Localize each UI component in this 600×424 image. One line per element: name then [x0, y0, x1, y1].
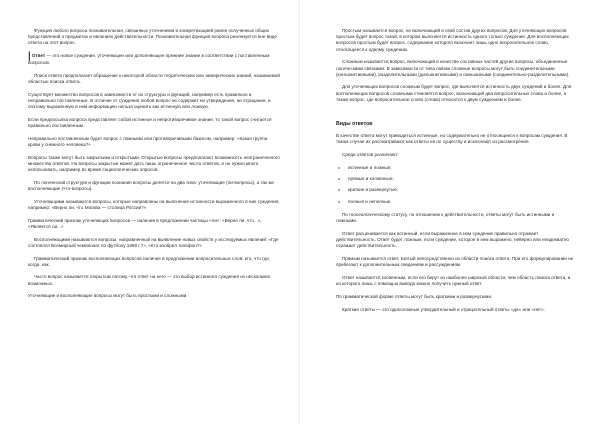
paragraph: По грамматической форме ответы могут быть краткими и развернутыми. — [336, 293, 493, 299]
paragraph: Прямым называется ответ, взятый непосредственно из области поиска ответа. При его формулировании не прибегают к дополнительным сведениям и рассуждениям. — [336, 256, 574, 268]
paragraph: Если предпосылка вопроса представляет собой истинное и непротиворечивое знание, то такой вопрос считается правильно поставленным. — [28, 117, 272, 129]
paragraph: По логической структуре и функции познания вопросы делятся на два типа: уточняющие (ли-вопросы), а так же восполняющие (что-вопросы). — [28, 179, 274, 192]
paragraph: Восполняющими называются вопросы, направленный на выявление новых свойств у исследуемых явлений: «Где состоялся Всемирный чемпионат по футболу 1998 г.?», «Кто изобрел телефон?» — [28, 236, 279, 248]
paragraph: Грамматический признак уточняющих вопросов — наличие в предложении частицы «ли»: «Верно ли, что...», «Является ли...» — [28, 217, 262, 229]
section-heading: Виды ответов — [336, 121, 373, 128]
list-item: o истинные и ложные; — [336, 165, 576, 171]
list-item: o краткие и развернутые; — [336, 187, 576, 193]
paragraph-answer-definition — [28, 53, 280, 66]
paragraph: Для уточняющих вопросов сложным будет вопрос, где выясняется истинность двух суждений и более. Для восполняющих вопросов сложными становятся вопрос, включающий два вопросительных слова и более, а также вопрос, где вопросительное слово (слова) относится к двум суждениям и более. — [336, 84, 572, 102]
drop-marker: | — [28, 51, 31, 63]
list-intro: Среди ответов различают: — [342, 151, 399, 157]
paragraph: Краткие ответы — это односложные утвердительный и отрицательный ответы «да» или «нет». — [342, 306, 545, 312]
paragraph: Грамматический признак восполняющих вопросов наличие в предложении вопросительных слов: кто, что где, когда, как. — [28, 255, 271, 267]
paragraph-text: — это новое суждение, уточняющее или дополняющее прежние знание в соответствии с поставленным вопросом. — [28, 53, 270, 66]
right-page — [300, 0, 600, 424]
paragraph: Ответ расценивается как истинный, если выраженное в нем суждение правильно отражает действительность. Ответ будет ложным, если суждение, которое в нем выражено, неверно или неадекватно отражает действительность. — [336, 230, 569, 249]
list-item: o полные и неполные. — [336, 199, 576, 205]
term-answer: Ответ — [31, 53, 46, 59]
paragraph: Существует множество вопросов в зависимости от их структуры и функций, например есть правильно и неправильно поставленные. В отличие от суждения любой вопрос не содержит ни утверждения, ни отрицания, и поэтому выраженную в нем информацию нельзя оценить как истинную или ложную. — [28, 91, 271, 110]
paragraph: Ответ называется косвенным, если его берут из наиболее широкой области, чем область поиска ответа, и из которого лишь с помощью вывода можно получить нужный ответ. — [336, 274, 571, 287]
paragraph: Сложным называется вопрос, включающий в качестве составных частей другие вопросы, объединенные логическими связками. В зависимости от типа связки сложные вопросы могут быть соединительными (конъюнктивными), разделительными (дизъюнктивными) и смешанными (соединительно-разделительными). — [336, 59, 570, 77]
paragraph: Уточняющие и восполняющие вопросы могут быть простыми и сложными. — [28, 293, 188, 299]
paragraph: Функция любого вопроса познавательная, связанных уточнением и конкретизацией ранее полученных общих представлений о предметах и явлениях действительности. Познавательная функция вопроса реализуется вне виде ответа на этот вопрос. — [28, 28, 277, 46]
answer-types-list — [336, 165, 576, 205]
paragraph: Неправильно поставленным будет вопрос с ложными или противоречивыми базисом, например: «Какая группа крови у снежного человека?» — [28, 135, 268, 148]
paragraph: Простым называется вопрос, не включающий в свой состав других вопросов. Для уточняющих вопросов простым будет вопрос такой, в котором выясняется истинность одного только суждения. Для восполняющих вопросов простым будет вопрос, содержание которого включает лишь одно вопросительное слово, относящееся к одному суждению. — [336, 28, 569, 52]
paragraph: Поиск ответа предполагает обращение к некоторой области теоретических или эмпирических знаний, называемой областью поиска ответа. — [28, 73, 280, 85]
paragraph: Уточняющими называются вопросы, которые направлены на выяснение истинности выраженного в них суждения, например: «Верно ли, что Москва — столица России?» — [28, 198, 280, 211]
paragraph: По гносеологическому статусу, по отношению к действительности, ответы могут быть истинными и ложными. — [336, 212, 555, 224]
paragraph: Вопросы также могут быть закрытыми и открытыми. Открытые вопросы предполагают возможность неограниченного множества ответов. На вопросы закрытые может дать лишь ограниченное число ответов, и не нужно много использовать, например во время социологических опросов. — [28, 154, 280, 173]
paragraph: Часто вопрос называется открытым потому, что ответ на него — это выбор истинного суждения из нескольких возможных. — [28, 274, 271, 286]
paragraph: В качестве ответа могут приводиться истинные, но содержательно не относящиеся к вопросам суждения. В таком случае их рассматривают как ответы не по существу и исключают из рассмотрения. — [336, 133, 568, 145]
list-item: o прямые и косвенные; — [336, 176, 576, 182]
